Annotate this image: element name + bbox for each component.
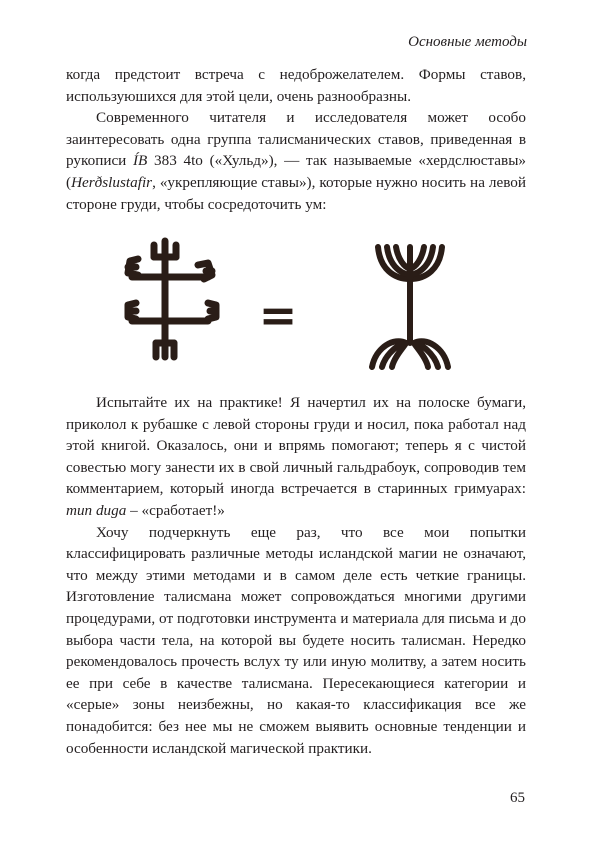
text-block-bottom: [66, 392, 526, 759]
text-run: 383 4to («Хульд»), — так называемые «хердслюставы» (: [66, 152, 526, 191]
text-block-top: [66, 64, 526, 215]
equals-sign: =: [258, 288, 298, 342]
herdslustafir-figure: [110, 225, 480, 385]
page-number: 65: [510, 790, 525, 806]
right-stave-glyph: [372, 247, 448, 367]
paragraph: [66, 107, 526, 215]
paragraph: когда предстоит встреча с недоброжелателем. Формы ставов, используюшихся для этой цели, очень разнообразны.: [66, 66, 526, 105]
paragraph: Хочу подчеркнуть еще раз, что все мои попытки классифицировать различные методы исландской магии не означают, что между этими методами и в самом деле есть четкие границы. Изготовление талисмана может сопровождаться многими другими процедурами, от подготовки инструмента и материала для письма и до выбора части тела, на которой вы будете носить талисман. Нередко рекомендовалось прочесть вслух ту или иную молитву, а затем носить ее при себе в качестве талисмана. Пересекающиеся категории и «серые» зоны неизбежны, но какая-то классификация все же понадобится: без нее мы не сможем выявить основные тенденции и особенности исландской магической практики.: [66, 523, 526, 757]
left-stave-glyph: [128, 241, 216, 357]
paragraph: [66, 392, 526, 522]
running-head: Основные методы: [408, 34, 527, 50]
icelandic-term: Herðslustafir: [71, 173, 153, 191]
text-run: , «укрепляющие ставы»), которые нужно носить на левой стороне груди, чтобы сосредоточить ум:: [66, 173, 526, 213]
text-run: – «сработает!»: [126, 501, 225, 519]
text-run: Испытайте их на практике! Я начертил их на полоске бумаги, приколол к рубашке с левой стороны груди и носил, пока работал над этой книгой. Оказалось, они и впрямь помогают; теперь я с чистой совестью могу занести их в свой личный гальдрабоук, сопроводив тем комментарием, который иногда встречается в старинных гримуарах:: [66, 394, 526, 498]
text-run: Современного читателя и исследователя может особо заинтересовать одна группа талисманических ставов, приведенная в рукописи: [66, 109, 526, 170]
stave-illustration: [110, 225, 480, 385]
manuscript-abbrev: ÍB: [133, 152, 148, 170]
icelandic-phrase: mun duga: [66, 501, 127, 519]
